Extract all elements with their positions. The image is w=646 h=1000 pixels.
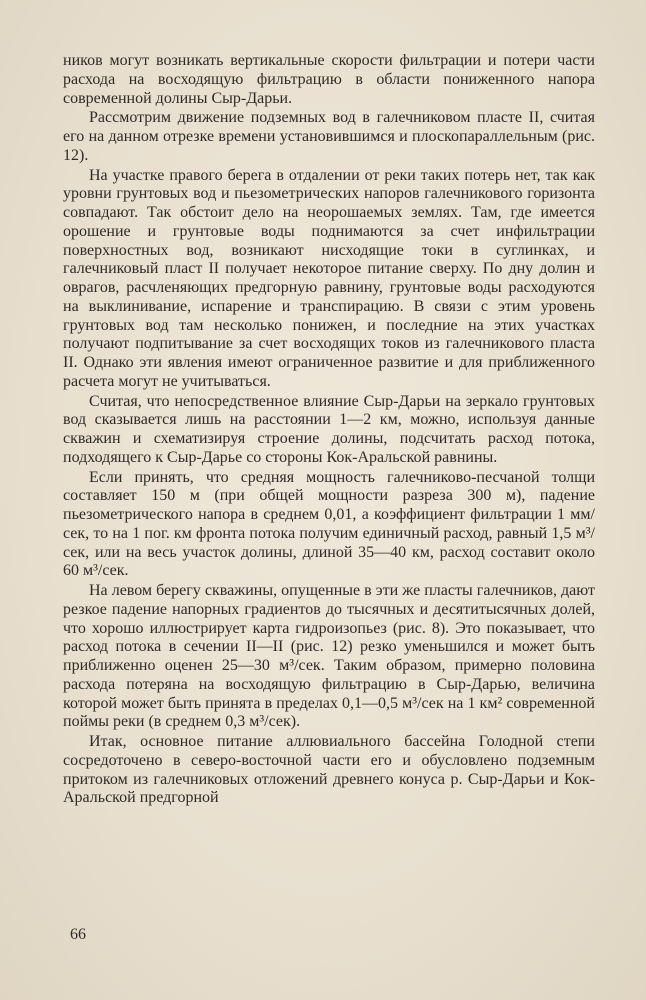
paragraph-2: Рассмотрим движение подземных вод в галечниковом пласте II, считая его на данном отрезке времени установившимся и плоскопараллельным (рис. 12). [63,109,595,164]
paragraph-5: Если принять, что средняя мощность галечниково-песчаной толщи составляет 150 м (при общей мощности разреза 300 м), падение пьезометрического напора в среднем 0,01, а коэффициент фильтрации 1 мм/сек, то на 1 пог. км фронта потока получим единичный расход, равный 1,5 м³/сек, или на весь участок долины, длиной 35—40 км, расход составит около 60 м³/сек. [63,468,595,580]
paragraph-3: На участке правого берега в отдалении от реки таких потерь нет, так как уровни грунтовых вод и пьезометрических напоров галечникового горизонта совпадают. Так обстоит дело на неорошаемых землях. Там, где имеется орошение и грунтовые воды поднимаются за счет инфильтрации поверхностных вод, возникают нисходящие токи в суглинках, и галечниковый пласт II получает некоторое питание сверху. По дну долин и оврагов, расчленяющих предгорную равнину, грунтовые воды расходуются на выклинивание, испарение и транспирацию. В связи с этим уровень грунтовых вод там несколько понижен, и последние на этих участках получают подпитывание за счет восходящих токов из галечникового пласта II. Однако эти явления имеют ограниченное развитие и для приближенного расчета могут не учитываться. [63,166,595,390]
paragraph-4: Считая, что непосредственное влияние Сыр-Дарьи на зеркало грунтовых вод сказывается лишь на расстоянии 1—2 км, можно, используя данные скважин и схематизируя строение долины, подсчитать расход потока, подходящего к Сыр-Дарье со стороны Кок-Аральской равнины. [63,392,595,466]
paragraph-1: ников могут возникать вертикальные скорости фильтрации и потери части расхода на восходящую фильтрацию в области пониженного напора современной долины Сыр-Дарьи. [63,52,595,107]
body-text [63,52,595,808]
paragraph-7: Итак, основное питание аллювиального бассейна Голодной степи сосредоточено в северо-восточной части его и обусловлено подземным притоком из галечниковых отложений древнего конуса р. Сыр-Дарьи и Кок-Аральской предгорной [63,733,595,807]
paragraph-6: На левом берегу скважины, опущенные в эти же пласты галечников, дают резкое падение напорных градиентов до тысячных и десятитысячных долей, что хорошо иллюстрирует карта гидроизопьез (рис. 8). Это показывает, что расход потока в сечении II—II (рис. 12) резко уменьшился и может быть приближенно оценен 25—30 м³/сек. Таким образом, примерно половина расхода потеряна на восходящую фильтрацию в Сыр-Дарью, величина которой может быть принята в пределах 0,1—0,5 м³/сек на 1 км² современной поймы реки (в среднем 0,3 м³/сек). [63,582,595,731]
page-number: 66 [70,926,86,943]
